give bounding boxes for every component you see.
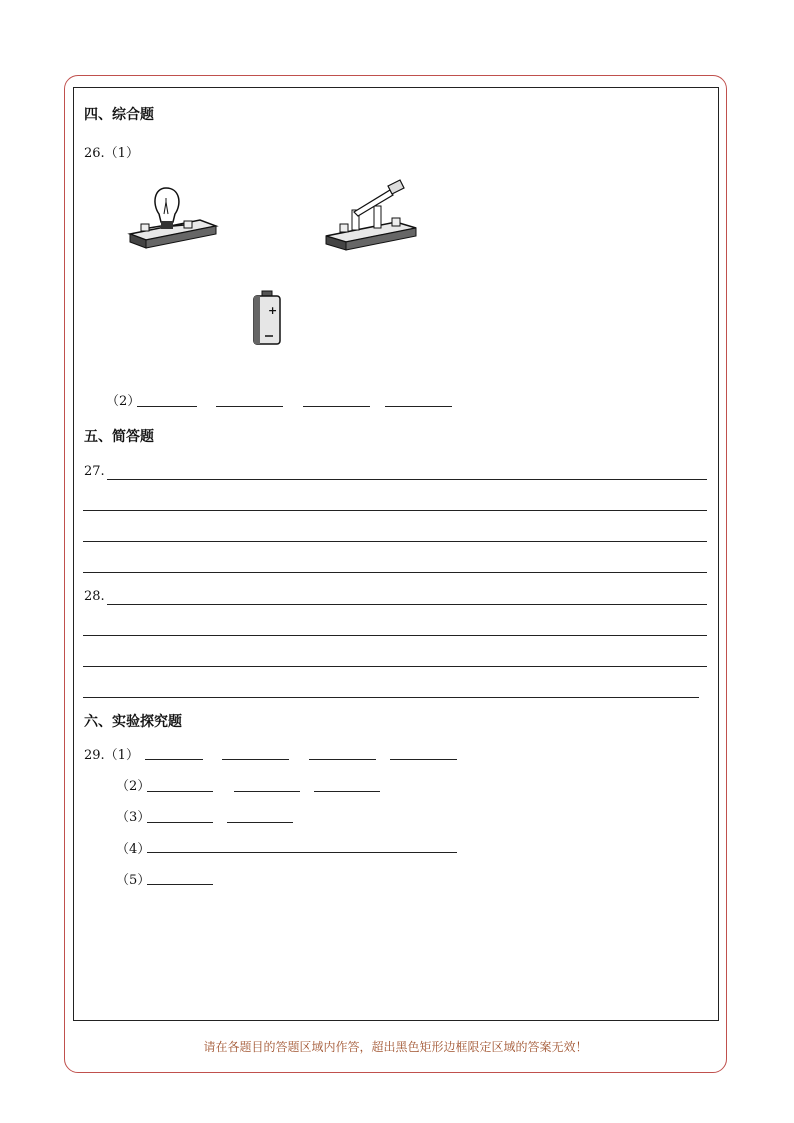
section-five-title: 五、简答题 [84,429,154,445]
answer-line[interactable] [83,666,707,667]
answer-line[interactable] [147,852,457,853]
question-28-label: 28. [84,589,105,604]
knife-switch-icon [322,176,420,252]
answer-line[interactable] [83,541,707,542]
question-29-part-5-label: （5） [116,873,151,888]
answer-line[interactable] [83,510,707,511]
answer-blank[interactable] [222,759,289,760]
answer-line[interactable] [107,604,707,605]
answer-blank[interactable] [385,406,452,407]
question-26-part-2-label: （2） [106,394,141,409]
answer-blank[interactable] [216,406,283,407]
battery-icon [251,290,283,346]
question-26-label: 26.（1） [84,146,139,161]
answer-blank[interactable] [137,406,197,407]
answer-blank[interactable] [147,822,213,823]
answer-blank[interactable] [147,884,213,885]
light-bulb-on-base-icon [126,182,220,250]
answer-blank[interactable] [145,759,203,760]
section-four-title: 四、综合题 [84,107,154,123]
answer-line[interactable] [83,697,699,698]
question-29-part-2-label: （2） [116,779,151,794]
question-29-label: 29.（1） [84,748,139,763]
answer-line[interactable] [83,635,707,636]
section-six-title: 六、实验探究题 [84,714,182,730]
question-29-part-4-label: （4） [116,842,151,857]
question-29-part-3-label: （3） [116,810,151,825]
answer-blank[interactable] [309,759,376,760]
answer-line[interactable] [83,572,707,573]
answer-blank[interactable] [234,791,300,792]
answer-blank[interactable] [303,406,370,407]
question-27-label: 27. [84,464,105,479]
answer-blank[interactable] [147,791,213,792]
svg-text:+: + [268,304,278,317]
answer-line[interactable] [107,479,707,480]
answer-blank[interactable] [314,791,380,792]
answer-blank[interactable] [390,759,457,760]
footer-notice: 请在各题目的答题区域内作答，超出黑色矩形边框限定区域的答案无效！ [203,1040,588,1054]
answer-blank[interactable] [227,822,293,823]
